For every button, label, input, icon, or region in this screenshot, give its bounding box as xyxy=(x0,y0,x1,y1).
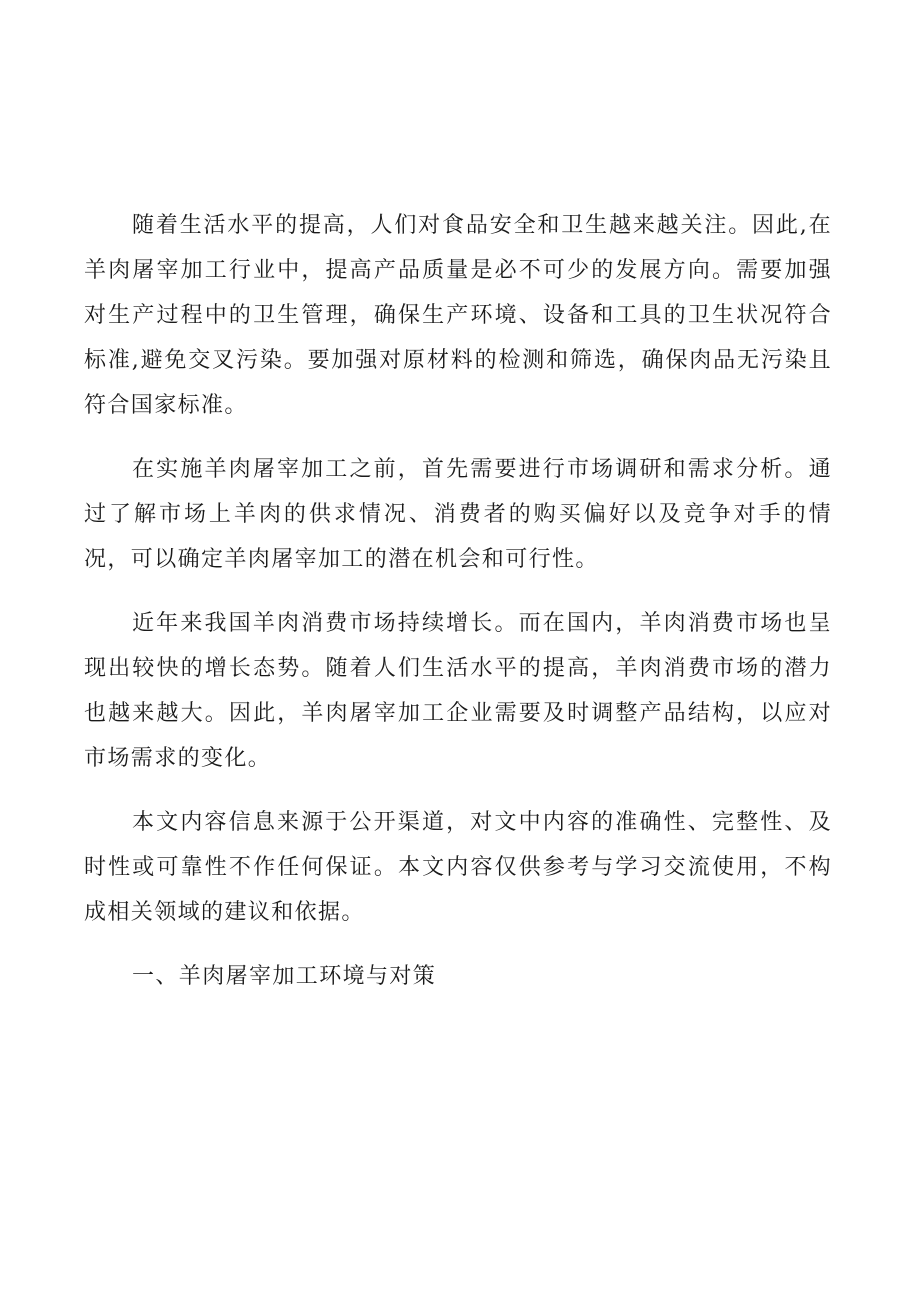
paragraph-food-safety: 随着生活水平的提高，人们对食品安全和卫生越来越关注。因此,在羊肉屠宰加工行业中，提高产品质量是必不可少的发展方向。需要加强对生产过程中的卫生管理，确保生产环境、设备和工具的卫生状况符合标准,避免交叉污染。要加强对原材料的检测和筛选，确保肉品无污染且符合国家标准。 xyxy=(84,213,832,418)
paragraph-disclaimer: 本文内容信息来源于公开渠道，对文中内容的准确性、完整性、及时性或可靠性不作任何保证。本文内容仅供参考与学习交流使用，不构成相关领域的建议和依据。 xyxy=(84,810,832,925)
paragraph-consumption-growth: 近年来我国羊肉消费市场持续增长。而在国内，羊肉消费市场也呈现出较快的增长态势。随着人们生活水平的提高，羊肉消费市场的潜力也越来越大。因此，羊肉屠宰加工企业需要及时调整产品结构，以应对市场需求的变化。 xyxy=(84,611,832,771)
document-body xyxy=(84,203,832,999)
paragraph-market-research: 在实施羊肉屠宰加工之前，首先需要进行市场调研和需求分析。通过了解市场上羊肉的供求情况、消费者的购买偏好以及竞争对手的情况，可以确定羊肉屠宰加工的潜在机会和可行性。 xyxy=(84,457,832,572)
section-heading: 一、羊肉屠宰加工环境与对策 xyxy=(132,964,437,989)
